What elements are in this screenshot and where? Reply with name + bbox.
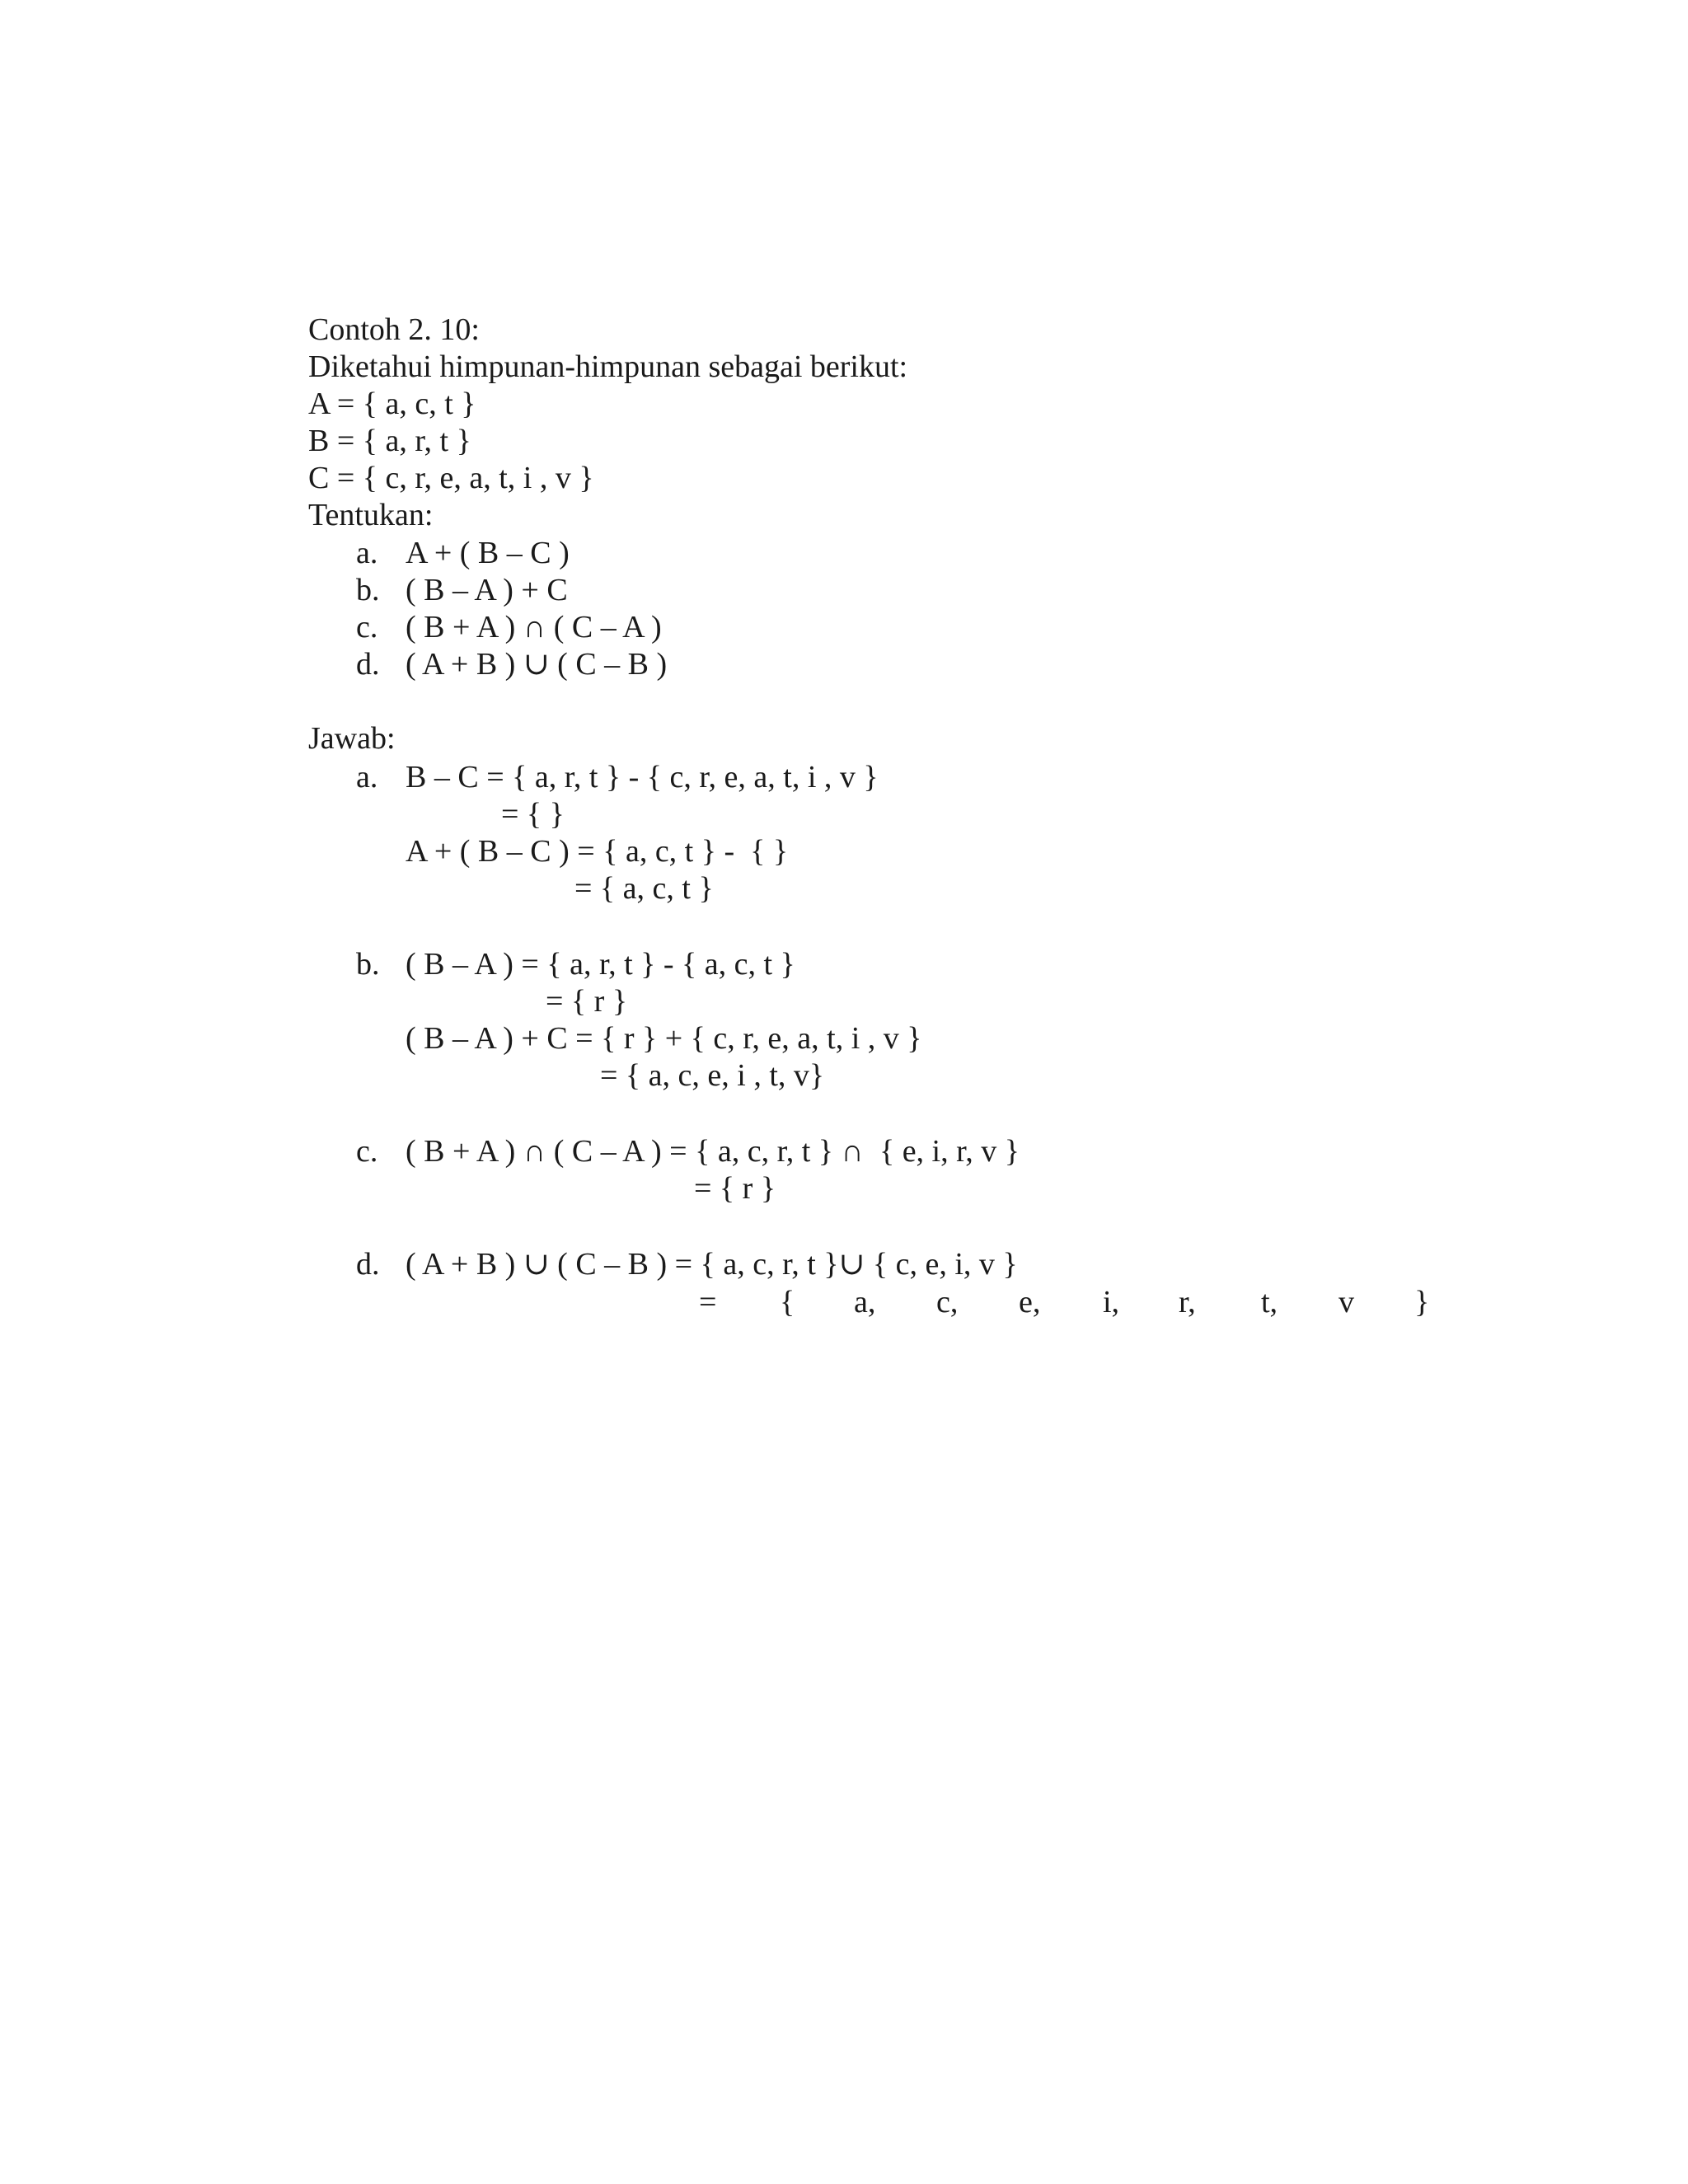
answer-c-line1: ( B + A ) ∩ ( C – A ) = { a, c, r, t } ∩ { e, i, r, v }	[406, 1134, 1020, 1169]
answer-d-final-elem-a: a,	[854, 1285, 876, 1319]
answer-d-final-elem-r: r,	[1179, 1285, 1196, 1319]
question-expr-b: ( B – A ) + C	[406, 573, 568, 607]
answer-d-final-open-brace: {	[780, 1285, 795, 1319]
answer-d-final-elem-t: t,	[1261, 1285, 1278, 1319]
answer-a-line1: B – C = { a, r, t } - { c, r, e, a, t, i , v }	[406, 760, 879, 794]
set-a-definition: A = { a, c, t }	[308, 387, 476, 421]
question-label-b: b.	[356, 573, 380, 607]
answer-label-b: b.	[356, 947, 380, 982]
answer-label-a: a.	[356, 760, 378, 794]
answer-c-line2: = { r }	[694, 1171, 776, 1206]
question-label-a: a.	[356, 536, 378, 570]
set-c-definition: C = { c, r, e, a, t, i , v }	[308, 461, 594, 495]
answer-a-line3: A + ( B – C ) = { a, c, t } - { }	[406, 834, 789, 869]
answer-d-final-elem-v: v	[1339, 1285, 1354, 1319]
answer-d-final-elem-c: c,	[936, 1285, 959, 1319]
question-label-c: c.	[356, 610, 378, 644]
answer-heading: Jawab:	[308, 721, 396, 756]
question-heading: Tentukan:	[308, 498, 434, 532]
answer-b-line1: ( B – A ) = { a, r, t } - { a, c, t }	[406, 947, 795, 982]
example-title: Contoh 2. 10:	[308, 312, 480, 347]
answer-label-d: d.	[356, 1247, 380, 1282]
answer-label-c: c.	[356, 1134, 378, 1169]
intro-text: Diketahui himpunan-himpunan sebagai berikut:	[308, 349, 908, 384]
answer-b-line4: = { a, c, e, i , t, v}	[600, 1058, 825, 1093]
answer-a-line4: = { a, c, t }	[574, 871, 714, 906]
answer-d-final-close-brace: }	[1414, 1285, 1430, 1319]
answer-d-line1: ( A + B ) ∪ ( C – B ) = { a, c, r, t }∪ { c, e, i, v }	[406, 1247, 1018, 1282]
answer-b-line3: ( B – A ) + C = { r } + { c, r, e, a, t, i , v }	[406, 1021, 922, 1056]
answer-b-line2: = { r }	[546, 984, 628, 1019]
answer-d-final-equals: =	[699, 1285, 717, 1319]
question-expr-a: A + ( B – C )	[406, 536, 570, 570]
set-b-definition: B = { a, r, t }	[308, 424, 471, 458]
question-expr-d: ( A + B ) ∪ ( C – B )	[406, 647, 668, 682]
answer-d-final-elem-e: e,	[1019, 1285, 1041, 1319]
answer-a-line2: = { }	[501, 797, 565, 832]
question-expr-c: ( B + A ) ∩ ( C – A )	[406, 610, 662, 644]
answer-d-final-elem-i: i,	[1103, 1285, 1120, 1319]
question-label-d: d.	[356, 647, 380, 682]
